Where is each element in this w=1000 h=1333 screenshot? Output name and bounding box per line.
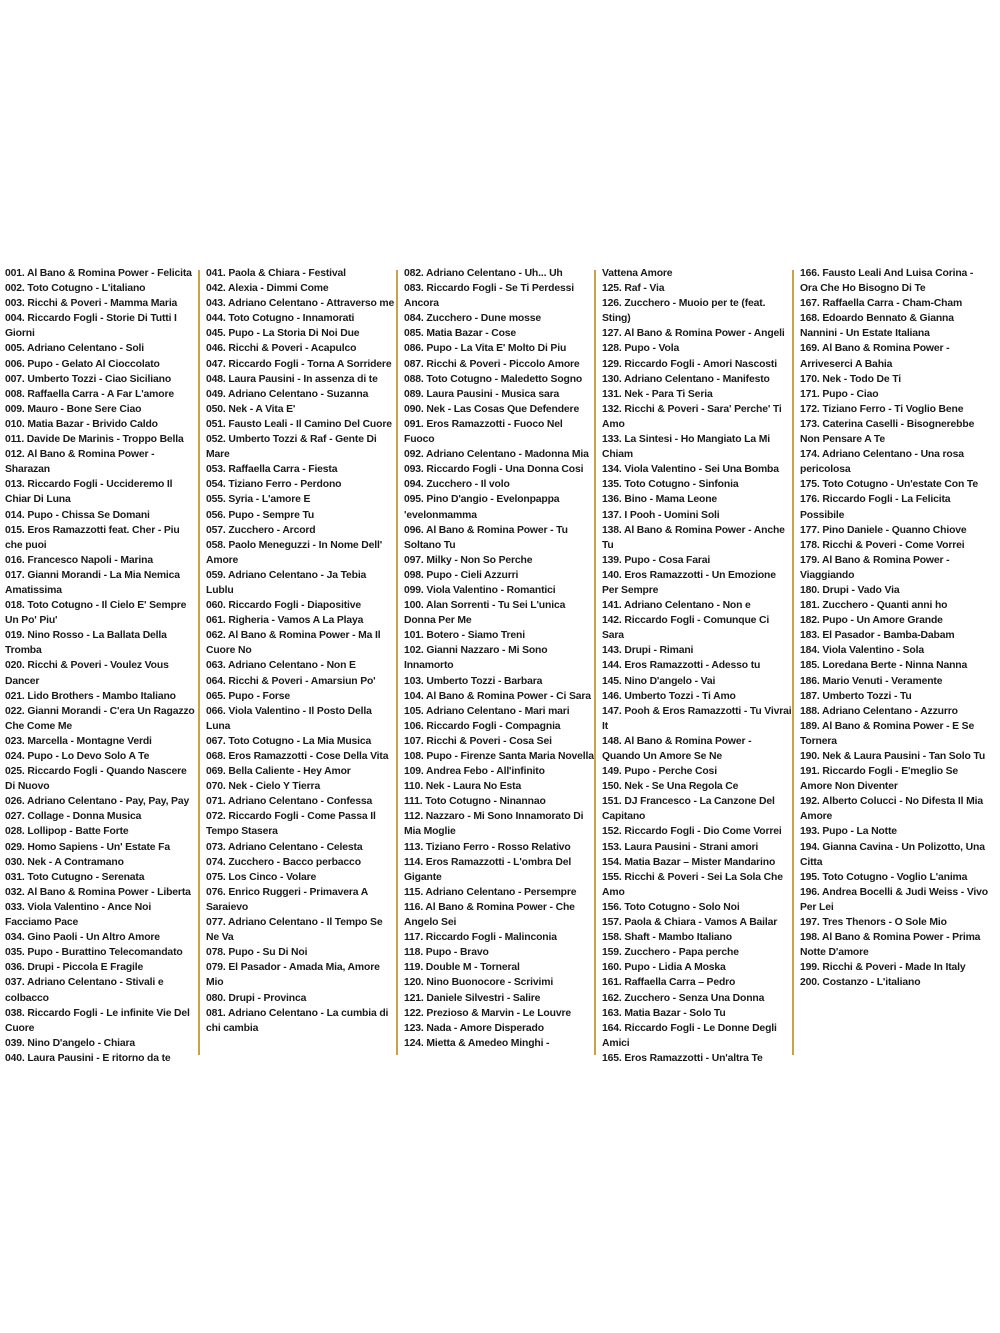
track-item: 094. Zucchero - Il volo: [404, 479, 510, 491]
track-item: 014. Pupo - Chissa Se Domani: [5, 509, 150, 521]
column-divider: [792, 270, 794, 1055]
track-item: 055. Syria - L'amore E: [206, 494, 311, 506]
column-divider: [396, 270, 398, 1055]
track-item: 002. Toto Cotugno - L'italiano: [5, 283, 146, 295]
track-item: 056. Pupo - Sempre Tu: [206, 509, 315, 521]
track-item: 037. Adriano Celentano - Stivali e colbacco: [5, 977, 164, 1004]
track-item: 010. Matia Bazar - Brivido Caldo: [5, 418, 158, 430]
track-item: 008. Raffaella Carra - A Far L'amore: [5, 388, 174, 400]
track-item: 059. Adriano Celentano - Ja Tebia Lublu: [206, 569, 367, 596]
tracklist-column-5: [796, 266, 994, 1064]
track-item: 093. Riccardo Fogli - Una Donna Cosi: [404, 464, 584, 476]
track-item: 079. El Pasador - Amada Mia, Amore Mio: [206, 962, 380, 989]
track-item: 034. Gino Paoli - Un Altro Amore: [5, 932, 160, 944]
track-item: 163. Matia Bazar - Solo Tu: [602, 1007, 726, 1019]
track-item: 072. Riccardo Fogli - Come Passa Il Tempo Stasera: [206, 811, 376, 838]
tracklist-column-4: [598, 266, 796, 1064]
track-item: 108. Pupo - Firenze Santa Maria Novella: [404, 751, 594, 762]
track-item: 051. Fausto Leali - Il Camino Del Cuore: [206, 418, 392, 430]
track-item: 183. El Pasador - Bamba-Dabam: [800, 630, 955, 642]
track-item: 023. Marcella - Montagne Verdi: [5, 735, 152, 747]
column-divider: [198, 270, 200, 1055]
track-item: 066. Viola Valentino - Il Posto Della Luna: [206, 705, 372, 732]
track-item: 082. Adriano Celentano - Uh... Uh: [404, 268, 563, 279]
track-item: 083. Riccardo Fogli - Se Ti Perdessi Ancora: [404, 283, 574, 310]
track-item: 142. Riccardo Fogli - Comunque Ci Sara: [602, 615, 770, 642]
track-item: 143. Drupi - Rimani: [602, 645, 694, 657]
track-item: 191. Riccardo Fogli - E'meglio Se Amore Non Diventer: [800, 766, 959, 793]
track-item: 031. Toto Cutugno - Serenata: [5, 871, 145, 883]
track-item: 173. Caterina Caselli - Bisognerebbe Non Pensare A Te: [800, 418, 975, 446]
track-item: 033. Viola Valentino - Ance Noi Facciamo Pace: [5, 901, 152, 929]
track-item: 007. Umberto Tozzi - Ciao Siciliano: [5, 373, 172, 385]
track-item: 184. Viola Valentino - Sola: [800, 645, 924, 657]
track-item: 124. Mietta & Amedeo Minghi -: [404, 1037, 550, 1049]
track-item: 113. Tiziano Ferro - Rosso Relativo: [404, 841, 571, 853]
track-item: 085. Matia Bazar - Cose: [404, 328, 517, 340]
track-item: 028. Lollipop - Batte Forte: [5, 826, 129, 838]
track-item: 133. La Sintesi - Ho Mangiato La Mi Chiam: [602, 434, 770, 461]
track-item: 112. Nazzaro - Mi Sono Innamorato Di Mia Moglie: [404, 811, 584, 838]
track-item: 019. Nino Rosso - La Ballata Della Tromba: [5, 630, 167, 657]
track-item: 164. Riccardo Fogli - Le Donne Degli Amici: [602, 1022, 777, 1049]
track-item: 178. Ricchi & Poveri - Come Vorrei: [800, 539, 965, 551]
track-item: 159. Zucchero - Papa perche: [602, 947, 739, 959]
track-item: 138. Al Bano & Romina Power - Anche Tu: [602, 524, 785, 551]
track-item: 169. Al Bano & Romina Power - Arriveserci A Bahia: [800, 343, 950, 370]
track-item: 058. Paolo Meneguzzi - In Nome Dell' Amore: [206, 539, 383, 566]
track-item: 022. Gianni Morandi - C'era Un Ragazzo Che Come Me: [5, 705, 195, 732]
track-item: 116. Al Bano & Romina Power - Che Angelo Sei: [404, 901, 575, 929]
track-item: 040. Laura Pausini - E ritorno da te: [5, 1052, 171, 1064]
track-item: 175. Toto Cotugno - Un'estate Con Te: [800, 479, 978, 491]
track-item: 152. Riccardo Fogli - Dio Come Vorrei: [602, 826, 782, 838]
track-item: 193. Pupo - La Notte: [800, 826, 897, 838]
track-item: 062. Al Bano & Romina Power - Ma Il Cuore No: [206, 630, 381, 657]
track-item: 095. Pino D'angio - Evelonpappa 'evelonmamma: [404, 494, 560, 521]
track-item: 110. Nek - Laura No Esta: [404, 781, 522, 793]
track-item: 076. Enrico Ruggeri - Primavera A Saraievo: [206, 886, 368, 913]
track-item: 190. Nek & Laura Pausini - Tan Solo Tu: [800, 751, 986, 762]
track-item: 188. Adriano Celentano - Azzurro: [800, 705, 958, 717]
track-item: 086. Pupo - La Vita E' Molto Di Piu: [404, 343, 567, 355]
track-item: 071. Adriano Celentano - Confessa: [206, 796, 373, 808]
track-item: 070. Nek - Cielo Y Tierra: [206, 781, 321, 793]
track-item: 130. Adriano Celentano - Manifesto: [602, 373, 770, 385]
track-item: 077. Adriano Celentano - Il Tempo Se Ne Va: [206, 917, 383, 944]
track-item: 013. Riccardo Fogli - Uccideremo Il Chiar Di Luna: [5, 479, 173, 506]
track-item: 017. Gianni Morandi - La Mia Nemica Amatissima: [5, 569, 180, 596]
track-item: 134. Viola Valentino - Sei Una Bomba: [602, 464, 779, 476]
track-item: 197. Tres Thenors - O Sole Mio: [800, 917, 947, 929]
track-item: 118. Pupo - Bravo: [404, 947, 489, 959]
track-item: 045. Pupo - La Storia Di Noi Due: [206, 328, 360, 340]
track-item: 049. Adriano Celentano - Suzanna: [206, 388, 369, 400]
track-item: 003. Ricchi & Poveri - Mamma Maria: [5, 298, 178, 310]
track-item: 001. Al Bano & Romina Power - Felicita: [5, 268, 192, 279]
track-item: 181. Zucchero - Quanti anni ho: [800, 600, 948, 612]
track-item: 147. Pooh & Eros Ramazzotti - Tu Vivrai It: [602, 705, 792, 732]
track-item: 127. Al Bano & Romina Power - Angeli: [602, 328, 785, 340]
track-item: 172. Tiziano Ferro - Ti Voglio Bene: [800, 403, 964, 415]
track-item: 182. Pupo - Un Amore Grande: [800, 615, 943, 627]
track-item: 123. Nada - Amore Disperado: [404, 1022, 544, 1034]
track-item: 146. Umberto Tozzi - Ti Amo: [602, 690, 736, 702]
track-item: 104. Al Bano & Romina Power - Ci Sara: [404, 690, 591, 702]
track-item: 132. Ricchi & Poveri - Sara' Perche' Ti Amo: [602, 403, 782, 430]
track-item: 121. Daniele Silvestri - Salire: [404, 992, 541, 1004]
track-item: 087. Ricchi & Poveri - Piccolo Amore: [404, 358, 580, 370]
track-item: 145. Nino D'angelo - Vai: [602, 675, 716, 687]
track-item: 006. Pupo - Gelato Al Cioccolato: [5, 358, 160, 370]
track-item: 088. Toto Cotugno - Maledetto Sogno: [404, 373, 583, 385]
track-item: 162. Zucchero - Senza Una Donna: [602, 992, 765, 1004]
track-item: 075. Los Cinco - Volare: [206, 871, 317, 883]
track-item: 171. Pupo - Ciao: [800, 388, 879, 400]
track-item: 091. Eros Ramazzotti - Fuoco Nel Fuoco: [404, 418, 563, 446]
track-item: 180. Drupi - Vado Via: [800, 584, 900, 596]
track-item: 020. Ricchi & Poveri - Voulez Vous Dancer: [5, 660, 169, 687]
track-item: 140. Eros Ramazzotti - Un Emozione Per Sempre: [602, 569, 776, 596]
track-item: 160. Pupo - Lidia A Moska: [602, 962, 726, 974]
track-item: 125. Raf - Via: [602, 283, 665, 295]
track-item: 011. Davide De Marinis - Troppo Bella: [5, 434, 184, 446]
track-item: 057. Zucchero - Arcord: [206, 524, 316, 536]
track-item: 046. Ricchi & Poveri - Acapulco: [206, 343, 357, 355]
track-item: 100. Alan Sorrenti - Tu Sei L'unica Donna Per Me: [404, 600, 566, 627]
track-item: 198. Al Bano & Romina Power - Prima Notte D'amore: [800, 932, 981, 959]
track-item: 200. Costanzo - L'italiano: [800, 977, 921, 989]
track-item: 078. Pupo - Su Di Noi: [206, 947, 308, 959]
track-item: 021. Lido Brothers - Mambo Italiano: [5, 690, 176, 702]
track-item: 107. Ricchi & Poveri - Cosa Sei: [404, 735, 552, 747]
track-item: 129. Riccardo Fogli - Amori Nascosti: [602, 358, 777, 370]
track-item: 052. Umberto Tozzi & Raf - Gente Di Mare: [206, 434, 377, 461]
track-item: 073. Adriano Celentano - Celesta: [206, 841, 363, 853]
track-item: 151. DJ Francesco - La Canzone Del Capitano: [602, 796, 775, 823]
track-item: 157. Paola & Chiara - Vamos A Bailar: [602, 917, 778, 929]
track-item: 065. Pupo - Forse: [206, 690, 291, 702]
track-item: 176. Riccardo Fogli - La Felicita Possibile: [800, 494, 951, 521]
track-list: [602, 266, 792, 1064]
track-item: 060. Riccardo Fogli - Diapositive: [206, 600, 361, 612]
track-item: 081. Adriano Celentano - La cumbia di chi cambia: [206, 1007, 389, 1034]
track-item: 135. Toto Cotugno - Sinfonia: [602, 479, 739, 491]
track-item: 170. Nek - Todo De Ti: [800, 373, 901, 385]
track-item: 158. Shaft - Mambo Italiano: [602, 932, 732, 944]
track-item: 166. Fausto Leali And Luisa Corina - Ora Che Ho Bisogno Di Te: [800, 268, 974, 295]
track-item: 043. Adriano Celentano - Attraverso me: [206, 298, 395, 310]
track-item: 092. Adriano Celentano - Madonna Mia: [404, 449, 589, 461]
track-item: 105. Adriano Celentano - Mari mari: [404, 705, 570, 717]
track-item: 161. Raffaella Carra – Pedro: [602, 977, 736, 989]
track-item: 186. Mario Venuti - Veramente: [800, 675, 943, 687]
track-item: 167. Raffaella Carra - Cham-Cham: [800, 298, 963, 310]
track-item: 149. Pupo - Perche Cosi: [602, 766, 717, 778]
track-item: 050. Nek - A Vita E': [206, 403, 296, 415]
track-item: 131. Nek - Para Ti Seria: [602, 388, 713, 400]
track-item: 101. Botero - Siamo Treni: [404, 630, 525, 642]
track-item: 048. Laura Pausini - In assenza di te: [206, 373, 378, 385]
track-item: 090. Nek - Las Cosas Que Defendere: [404, 403, 580, 415]
track-item: 012. Al Bano & Romina Power - Sharazan: [5, 449, 155, 476]
track-item: 102. Gianni Nazzaro - Mi Sono Innamorto: [404, 645, 548, 672]
track-item: 139. Pupo - Cosa Farai: [602, 554, 711, 566]
track-item: 144. Eros Ramazzotti - Adesso tu: [602, 660, 761, 672]
track-item: 044. Toto Cotugno - Innamorati: [206, 313, 355, 325]
track-item: 109. Andrea Febo - All'infinito: [404, 766, 545, 778]
track-item: 119. Double M - Torneral: [404, 962, 520, 974]
track-item: 103. Umberto Tozzi - Barbara: [404, 675, 543, 687]
track-item: Vattena Amore: [602, 268, 673, 279]
track-item: 165. Eros Ramazzotti - Un'altra Te: [602, 1052, 763, 1064]
track-item: 156. Toto Cotugno - Solo Noi: [602, 901, 740, 913]
track-item: 097. Milky - Non So Perche: [404, 554, 533, 566]
track-item: 174. Adriano Celentano - Una rosa pericolosa: [800, 449, 964, 476]
track-item: 016. Francesco Napoli - Marina: [5, 554, 153, 566]
track-list: [800, 266, 990, 991]
track-item: 177. Pino Daniele - Quanno Chiove: [800, 524, 967, 536]
track-item: 036. Drupi - Piccola E Fragile: [5, 962, 144, 974]
track-item: 029. Homo Sapiens - Un' Estate Fa: [5, 841, 170, 853]
track-item: 153. Laura Pausini - Strani amori: [602, 841, 759, 853]
track-item: 148. Al Bano & Romina Power - Quando Un Amore Se Ne: [602, 735, 752, 762]
track-item: 128. Pupo - Vola: [602, 343, 680, 355]
track-item: 189. Al Bano & Romina Power - E Se Tornera: [800, 720, 975, 747]
track-item: 068. Eros Ramazzotti - Cose Della Vita: [206, 751, 389, 762]
track-item: 063. Adriano Celentano - Non E: [206, 660, 356, 672]
track-item: 004. Riccardo Fogli - Storie Di Tutti I Giorni: [5, 313, 177, 340]
track-item: 024. Pupo - Lo Devo Solo A Te: [5, 751, 150, 762]
track-item: 064. Ricchi & Poveri - Amarsiun Po': [206, 675, 376, 687]
track-item: 196. Andrea Bocelli & Judi Weiss - Vivo Per Lei: [800, 886, 988, 913]
track-item: 122. Prezioso & Marvin - Le Louvre: [404, 1007, 571, 1019]
track-item: 111. Toto Cotugno - Ninannao: [404, 796, 546, 808]
track-item: 047. Riccardo Fogli - Torna A Sorridere: [206, 358, 392, 370]
track-item: 027. Collage - Donna Musica: [5, 811, 142, 823]
track-item: 115. Adriano Celentano - Persempre: [404, 886, 577, 898]
track-list: [404, 266, 594, 1051]
track-item: 080. Drupi - Provinca: [206, 992, 307, 1004]
track-item: 098. Pupo - Cieli Azzurri: [404, 569, 519, 581]
track-item: 038. Riccardo Fogli - Le infinite Vie Del Cuore: [5, 1007, 190, 1034]
track-item: 069. Bella Caliente - Hey Amor: [206, 766, 351, 778]
track-item: 061. Righeria - Vamos A La Playa: [206, 615, 364, 627]
track-item: 041. Paola & Chiara - Festival: [206, 268, 346, 279]
track-item: 136. Bino - Mama Leone: [602, 494, 718, 506]
track-item: 039. Nino D'angelo - Chiara: [5, 1037, 136, 1049]
track-item: 126. Zucchero - Muoio per te (feat. Sting): [602, 298, 766, 325]
track-item: 192. Alberto Colucci - No Difesta Il Mia Amore: [800, 796, 983, 823]
track-list: [206, 266, 396, 1036]
track-item: 009. Mauro - Bone Sere Ciao: [5, 403, 142, 415]
track-item: 141. Adriano Celentano - Non e: [602, 600, 751, 612]
track-item: 185. Loredana Berte - Ninna Nanna: [800, 660, 968, 672]
track-item: 114. Eros Ramazzotti - L'ombra Del Gigante: [404, 856, 572, 883]
track-item: 199. Ricchi & Poveri - Made In Italy: [800, 962, 966, 974]
track-item: 150. Nek - Se Una Regola Ce: [602, 781, 739, 793]
track-item: 030. Nek - A Contramano: [5, 856, 124, 868]
track-item: 025. Riccardo Fogli - Quando Nascere Di Nuovo: [5, 766, 187, 793]
track-item: 032. Al Bano & Romina Power - Liberta: [5, 886, 191, 898]
track-item: 096. Al Bano & Romina Power - Tu Soltano Tu: [404, 524, 568, 551]
track-item: 120. Nino Buonocore - Scrivimi: [404, 977, 554, 989]
track-item: 035. Pupo - Burattino Telecomandato: [5, 947, 183, 959]
track-item: 195. Toto Cotugno - Voglio L'anima: [800, 871, 968, 883]
track-item: 042. Alexia - Dimmi Come: [206, 283, 329, 295]
track-item: 168. Edoardo Bennato & Gianna Nannini - Un Estate Italiana: [800, 313, 954, 340]
track-item: 099. Viola Valentino - Romantici: [404, 584, 556, 596]
tracklist-column-2: [202, 266, 400, 1064]
track-item: 106. Riccardo Fogli - Compagnia: [404, 720, 561, 732]
track-item: 084. Zucchero - Dune mosse: [404, 313, 541, 325]
track-item: 154. Matia Bazar – Mister Mandarino: [602, 856, 776, 868]
track-item: 005. Adriano Celentano - Soli: [5, 343, 145, 355]
track-item: 117. Riccardo Fogli - Malinconia: [404, 932, 557, 944]
track-item: 054. Tiziano Ferro - Perdono: [206, 479, 342, 491]
track-item: 179. Al Bano & Romina Power - Viaggiando: [800, 554, 950, 581]
tracklist-column-3: [400, 266, 598, 1064]
track-item: 067. Toto Cotugno - La Mia Musica: [206, 735, 372, 747]
tracklist-column-1: [4, 266, 202, 1064]
track-list: [5, 266, 198, 1064]
track-item: 137. I Pooh - Uomini Soli: [602, 509, 720, 521]
track-item: 015. Eros Ramazzotti feat. Cher - Piu che puoi: [5, 524, 180, 551]
column-divider: [594, 270, 596, 1055]
track-item: 187. Umberto Tozzi - Tu: [800, 690, 912, 702]
track-item: 053. Raffaella Carra - Fiesta: [206, 464, 338, 476]
track-item: 026. Adriano Celentano - Pay, Pay, Pay: [5, 796, 190, 808]
track-item: 089. Laura Pausini - Musica sara: [404, 388, 560, 400]
track-item: 018. Toto Cotugno - Il Cielo E' Sempre Un Po' Piu': [5, 600, 187, 627]
track-item: 074. Zucchero - Bacco perbacco: [206, 856, 361, 868]
track-item: 155. Ricchi & Poveri - Sei La Sola Che Amo: [602, 871, 783, 898]
tracklist-sheet: [4, 266, 994, 1066]
track-item: 194. Gianna Cavina - Un Polizotto, Una Citta: [800, 841, 985, 868]
